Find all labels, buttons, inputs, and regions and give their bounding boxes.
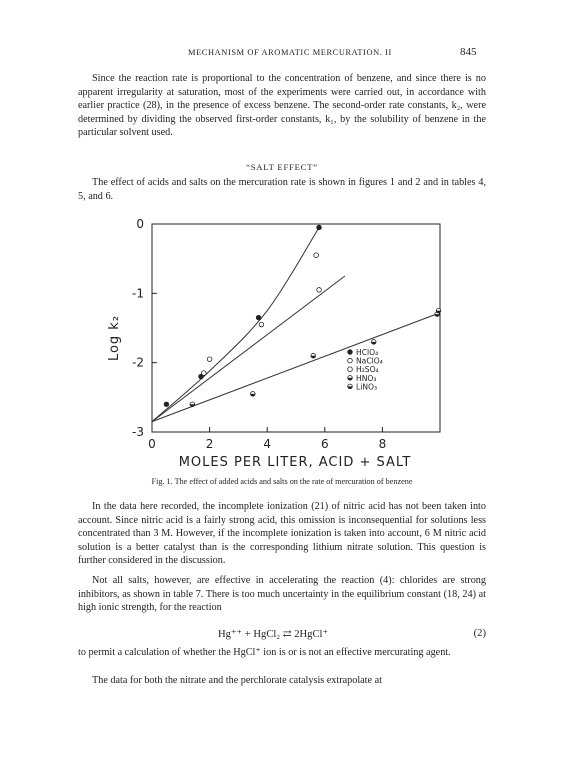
data-point [190,402,195,407]
x-tick-label: 4 [263,437,272,451]
fit-curve [152,276,345,422]
legend-label: NaClO₄ [356,356,383,366]
legend-label: HNO₃ [356,373,377,383]
fit-curve [152,313,440,422]
legend-marker [348,376,353,381]
paragraph-2: The effect of acids and salts on the mercuration rate is shown in figures 1 and 2 and in tables 4, 5, and 6. [78,177,486,202]
legend-label: HClO₄ [356,348,379,357]
x-tick-label: 6 [320,437,329,451]
data-point [202,371,207,376]
figure-caption: Fig. 1. The effect of added acids and salts on the rate of mercuration of benzene [151,477,413,486]
y-axis-label: Log k₂ [107,314,122,362]
data-point [314,253,319,258]
data-point [256,315,261,320]
paragraph-3: In the data here recorded, the incomplete ionization (21) of nitric acid has not been taken into account. Since nitric acid is a fairly strong acid, this omission is inconsequential for solutions less concentrated than 3 M. However, if the incomplete ionization is taken into account, 6 M nitric acid solution is a better catalyst than is the corresponding lithium nitrate solution. This question is further considered in the discussion. [78,501,486,567]
y-tick-label: -2 [132,355,144,370]
x-tick-label: 0 [148,437,156,451]
legend-marker [348,358,353,363]
x-axis-label: MOLES PER LITER, ACID + SALT [178,455,412,470]
legend-label: LiNO₃ [356,382,378,392]
section-title: “SALT EFFECT” [246,162,318,172]
marker-layer [164,225,441,406]
data-point [436,308,441,313]
legend-marker [348,384,353,389]
page-number: 845 [460,46,477,58]
curve-layer [152,227,440,421]
paragraph-1: Since the reaction rate is proportional to the concentration of benzene, and since there is no apparent irregularity at saturation, most of the experiments were carried out, in accordance with earlier practice (28), in the presence of excess benzene. The second-order rate constants, k₂, were determined by dividing the observed first-order constants, k₁, by the solubility of benzene in the particular solvent used. [78,73,486,139]
data-point [259,322,264,327]
x-tick-label: 2 [205,437,214,451]
data-point [164,402,169,407]
legend [348,348,383,391]
equation-text: Hg⁺⁺ + HgCl₂ ⇄ 2HgCl⁺ [218,629,329,640]
paragraph-4: Not all salts, however, are effective in accelerating the reaction (4): chlorides are strong inhibitors, as shown in table 7. There is too much uncertainty in the equilibrium constant (18, 24) at high ionic strength, for the reaction [78,575,486,614]
data-point [311,353,316,358]
y-tick-label: -1 [132,286,144,301]
data-point [317,225,322,230]
equation-number: (2) [473,628,486,639]
running-title: MECHANISM OF AROMATIC MERCURATION. II [188,48,392,57]
plot-frame [152,224,440,432]
y-tick-label: 0 [136,217,144,231]
x-tick-label: 8 [378,437,387,451]
y-tick-label: -3 [132,425,144,439]
data-point [251,392,256,397]
paragraph-6: The data for both the nitrate and the perchlorate catalysis extrapolate at [92,675,382,686]
data-point [317,288,322,293]
tick-layer [132,217,386,451]
fit-curve [152,227,319,421]
figure-1-chart [100,206,450,476]
data-point [371,340,376,345]
legend-label: H₂SO₄ [356,365,379,375]
legend-marker [348,350,353,355]
data-point [207,357,212,362]
legend-marker [348,367,353,372]
paragraph-5: to permit a calculation of whether the HgCl⁺ ion is or is not an effective mercurating agent. [78,647,451,658]
